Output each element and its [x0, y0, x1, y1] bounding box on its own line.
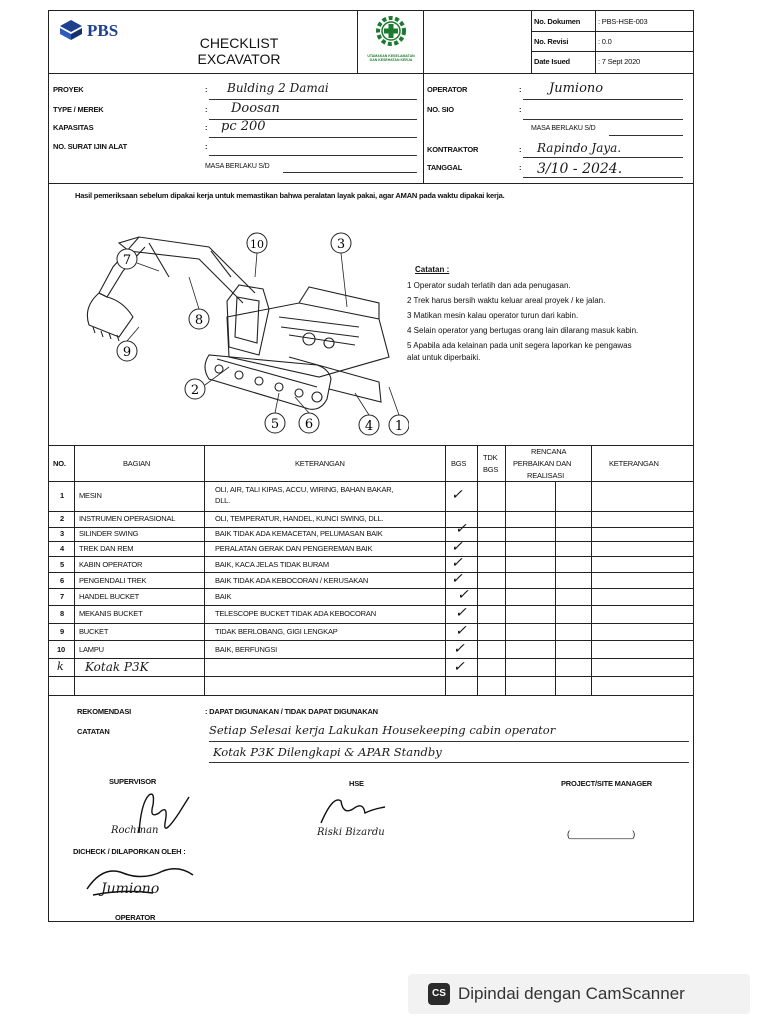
catatan-line-2[interactable]: Kotak P3K Dilengkapi & APAR Standby	[213, 745, 442, 759]
row-no: 8	[60, 609, 64, 618]
tanggal-label: TANGGAL	[427, 163, 463, 172]
colon: :	[205, 105, 208, 114]
note-item-6: alat untuk diperbaiki.	[407, 353, 481, 362]
note-item-4: 4 Selain operator yang bertugas orang lain dilarang masuk kabin.	[407, 326, 639, 335]
row-keterangan: TELESCOPE BUCKET TIDAK ADA KEBOCORAN	[215, 609, 376, 618]
operator-value[interactable]: Jumiono	[549, 81, 604, 96]
note-item-1: 1 Operator sudah terlatih dan ada penugasan.	[407, 281, 571, 290]
row-keterangan: BAIK, BERFUNGSI	[215, 645, 278, 654]
colon: :	[519, 85, 522, 94]
header-tdk-1: TDK	[483, 453, 498, 462]
row-bagian: KABIN OPERATOR	[79, 560, 143, 569]
row-bagian: SILINDER SWING	[79, 529, 139, 538]
hse-label: HSE	[349, 779, 364, 788]
doc-no-label: No. Dokumen	[534, 17, 581, 26]
row-check[interactable]: ✓	[453, 641, 465, 657]
row-bagian: BUCKET	[79, 627, 109, 636]
header-bagian: BAGIAN	[123, 459, 151, 468]
supervisor-label: SUPERVISOR	[109, 777, 157, 786]
row-no: 2	[60, 514, 64, 523]
row-bagian: MESIN	[79, 491, 102, 500]
note-item-2: 2 Trek harus bersih waktu keluar areal proyek / ke jalan.	[407, 296, 606, 305]
row-keterangan: PERALATAN GERAK DAN PENGEREMAN BAIK	[215, 544, 373, 553]
header-keterangan-2: KETERANGAN	[609, 459, 659, 468]
surat-label: NO. SURAT IJIN ALAT	[53, 142, 127, 151]
row-bagian: PENGENDALI TREK	[79, 576, 147, 585]
header-rencana-1: RENCANA	[531, 447, 567, 456]
row-check[interactable]: ✓	[457, 587, 469, 603]
proyek-value[interactable]: Bulding 2 Damai	[227, 81, 329, 95]
diagram-number-5: 5	[270, 417, 280, 432]
diagram-number-3: 3	[336, 237, 346, 252]
row-keterangan: BAIK	[215, 592, 232, 601]
diagram-number-8: 8	[194, 313, 204, 328]
masa-berlaku-left: MASA BERLAKU S/D	[205, 163, 270, 170]
row-no: 5	[60, 560, 64, 569]
row-no: 3	[60, 529, 64, 538]
dicheck-label: DICHECK / DILAPORKAN OLEH :	[73, 847, 186, 856]
kapasitas-value[interactable]: pc 200	[221, 119, 266, 134]
note-item-3: 3 Matikan mesin kalau operator turun dari kabin.	[407, 311, 579, 320]
rekomendasi-value: : DAPAT DIGUNAKAN / TIDAK DAPAT DIGUNAKAN	[205, 707, 378, 716]
date-issued-value: : 7 Sept 2020	[598, 57, 641, 66]
type-value[interactable]: Doosan	[231, 101, 280, 116]
catatan-label: CATATAN	[77, 727, 110, 736]
camscanner-badge	[408, 974, 750, 1014]
notes-title: Catatan :	[415, 265, 450, 274]
header-bgs: BGS	[451, 459, 467, 468]
row-check[interactable]: ✓	[451, 555, 463, 571]
pbs-logo	[59, 19, 149, 41]
row-bagian: LAMPU	[79, 645, 104, 654]
row-bagian: MEKANIS BUCKET	[79, 609, 143, 618]
type-label: TYPE / MEREK	[53, 105, 104, 114]
date-issued-label: Date Isued	[534, 57, 570, 66]
revision-label: No. Revisi	[534, 37, 569, 46]
header-no: NO.	[53, 459, 66, 468]
kontraktor-value[interactable]: Rapindo Jaya.	[537, 141, 622, 155]
row-keterangan: BAIK TIDAK ADA KEBOCORAN / KERUSAKAN	[215, 576, 369, 585]
header-rencana-2: PERBAIKAN DAN	[513, 459, 572, 468]
tanggal-value[interactable]: 3/10 - 2024.	[537, 161, 623, 177]
header-tdk-2: BGS	[483, 465, 499, 474]
colon: :	[519, 145, 522, 154]
row-no: 6	[60, 576, 64, 585]
row-bagian: TREK DAN REM	[79, 544, 134, 553]
diagram-number-1: 1	[394, 419, 404, 434]
pm-label: PROJECT/SITE MANAGER	[561, 779, 653, 788]
row-no: k	[57, 660, 64, 673]
diagram-number-2: 2	[190, 383, 200, 398]
diagram-number-6: 6	[304, 417, 314, 432]
row-check[interactable]: ✓	[455, 605, 467, 621]
row-check[interactable]: ✓	[455, 623, 467, 639]
row-no: 7	[60, 592, 64, 601]
row-bagian: INSTRUMEN OPERASIONAL	[79, 514, 176, 523]
masa-berlaku-right: MASA BERLAKU S/D	[531, 125, 596, 132]
sio-label: NO. SIO	[427, 105, 454, 114]
doc-no-value: : PBS-HSE-003	[598, 17, 648, 26]
row-keterangan: OLI, AIR, TALI KIPAS, ACCU, WIRING, BAHAN BAKAR,	[215, 485, 394, 494]
diagram-number-7: 7	[122, 253, 132, 268]
excavator-diagram	[59, 207, 409, 439]
colon: :	[205, 142, 208, 151]
pm-name[interactable]: (_____________)	[567, 829, 636, 839]
header-keterangan: KETERANGAN	[295, 459, 345, 468]
page-title	[169, 35, 309, 67]
colon: :	[205, 85, 208, 94]
row-no: 9	[60, 627, 64, 636]
intro-text: Hasil pemeriksaan sebelum dipakai kerja untuk memastikan bahwa peralatan layak pakai, agar AMAN pada waktu dipakai kerja.	[75, 191, 505, 200]
colon: :	[205, 123, 208, 132]
camscanner-icon: CS	[428, 983, 450, 1005]
gear-cross-icon	[367, 15, 415, 49]
row-keterangan: OLI, TEMPERATUR, HANDEL, KUNCI SWING, DLL.	[215, 514, 384, 523]
row-check[interactable]: ✓	[451, 571, 463, 587]
proyek-label: PROYEK	[53, 85, 84, 94]
diagram-number-9: 9	[122, 345, 132, 360]
row-no: 10	[57, 645, 65, 654]
kapasitas-label: KAPASITAS	[53, 123, 94, 132]
colon: :	[519, 105, 522, 114]
rekomendasi-label: REKOMENDASI	[77, 707, 132, 716]
camscanner-text: Dipindai dengan CamScanner	[458, 984, 685, 1003]
row-keterangan: BAIK, KACA JELAS TIDAK BURAM	[215, 560, 329, 569]
catatan-line-1[interactable]: Setiap Selesai kerja Lakukan Housekeeping cabin operator	[209, 723, 556, 737]
supervisor-name: Rochman	[111, 825, 159, 836]
pbs-brand: PBS	[87, 21, 119, 40]
row-bagian: Kotak P3K	[85, 660, 149, 674]
row-check[interactable]: ✓	[451, 539, 463, 555]
row-bagian: HANDEL BUCKET	[79, 592, 140, 601]
kontraktor-label: KONTRAKTOR	[427, 145, 479, 154]
row-keterangan: TIDAK BERLOBANG, GIGI LENGKAP	[215, 627, 338, 636]
revision-value: : 0.0	[598, 37, 612, 46]
row-check[interactable]: ✓	[451, 487, 463, 503]
header-rencana-3: REALISASI	[527, 471, 564, 480]
row-check[interactable]: ✓	[455, 521, 467, 537]
title-line-1: CHECKLIST	[199, 35, 279, 51]
title-line-2: EXCAVATOR	[197, 51, 281, 67]
seal-text: UTAMAKAN KESELAMATAN DAN KESEHATAN KERJA	[367, 54, 415, 62]
operator-label: OPERATOR	[427, 85, 468, 94]
operator-name: Jumiono	[101, 881, 160, 897]
hse-signature	[313, 791, 393, 831]
checklist-sheet	[48, 10, 694, 922]
note-item-5: 5 Apabila ada kelainan pada unit segera laporkan ke pengawas	[407, 341, 632, 350]
row-no: 1	[60, 491, 64, 500]
operator-sign-label: OPERATOR	[115, 913, 156, 922]
row-keterangan-2: DLL.	[215, 496, 231, 505]
row-no: 4	[60, 544, 64, 553]
pbs-logo-icon	[59, 19, 83, 41]
row-check[interactable]: ✓	[453, 659, 465, 675]
diagram-number-10: 10	[250, 238, 264, 251]
hse-name: Riski Bizardu	[317, 827, 385, 838]
k3-seal	[367, 15, 415, 69]
colon: :	[519, 163, 522, 172]
row-keterangan: BAIK TIDAK ADA KEMACETAN, PELUMASAN BAIK	[215, 529, 383, 538]
diagram-number-4: 4	[364, 419, 374, 434]
